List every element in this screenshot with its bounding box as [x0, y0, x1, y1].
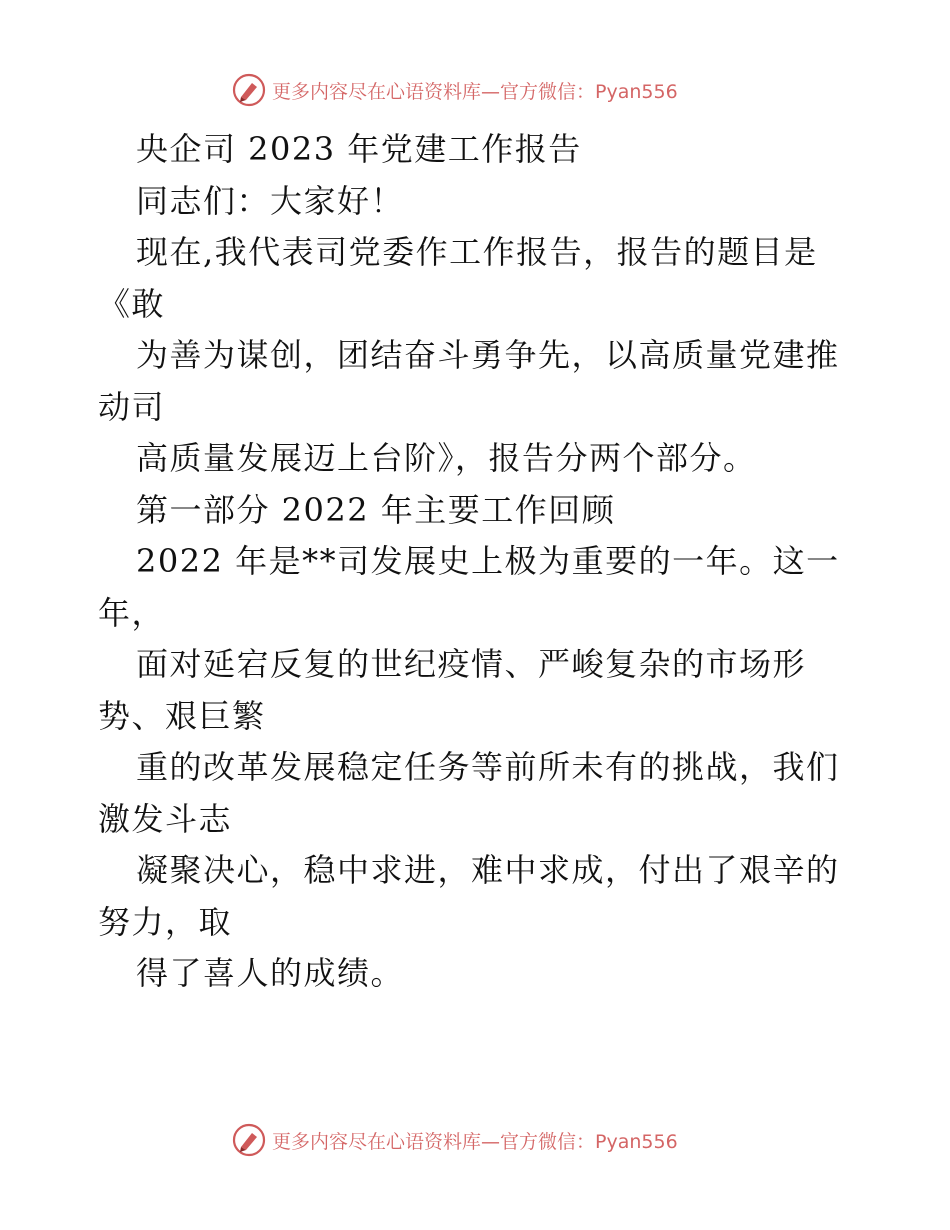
text-line: 努力，取 — [98, 902, 233, 941]
text-line: 凝聚决心，稳中求进，难中求成，付出了艰辛的 — [136, 851, 840, 889]
text-line: 激发斗志 — [98, 799, 233, 838]
text-line: 高质量发展迈上台阶》，报告分两个部分。 — [136, 439, 757, 477]
watermark-text: 更多内容尽在心语资料库—官方微信：Pyan556 — [272, 80, 678, 103]
text-line: 为善为谋创，团结奋斗勇争先，以高质量党建推 — [136, 336, 840, 374]
header-watermark — [232, 70, 678, 110]
text-line: 同志们：大家好！ — [136, 181, 405, 220]
pen-circle-logo-icon — [232, 73, 266, 107]
text-line: 势、艰巨繁 — [98, 696, 266, 735]
text-line: 2022 年是**司发展史上极为重要的一年。这一 — [136, 542, 840, 580]
text-line: 《敢 — [98, 284, 166, 323]
section-heading: 第一部分 2022 年主要工作回顾 — [136, 490, 616, 529]
text-line: 央企司 2023 年党建工作报告 — [136, 130, 582, 168]
watermark-text: 更多内容尽在心语资料库—官方微信：Pyan556 — [272, 1130, 678, 1153]
text-line: 重的改革发展稳定任务等前所未有的挑战，我们 — [136, 748, 840, 786]
text-line: 年， — [98, 593, 166, 632]
text-line: 面对延宕反复的世纪疫情、严峻复杂的市场形 — [136, 645, 807, 683]
text-line: 得了喜人的成绩。 — [136, 954, 405, 992]
document-body — [98, 124, 868, 1000]
pen-circle-logo-icon — [232, 1123, 266, 1157]
text-line: 现在,我代表司党委作工作报告，报告的题目是 — [136, 233, 818, 271]
footer-watermark — [232, 1120, 678, 1160]
text-line: 动司 — [98, 387, 166, 426]
